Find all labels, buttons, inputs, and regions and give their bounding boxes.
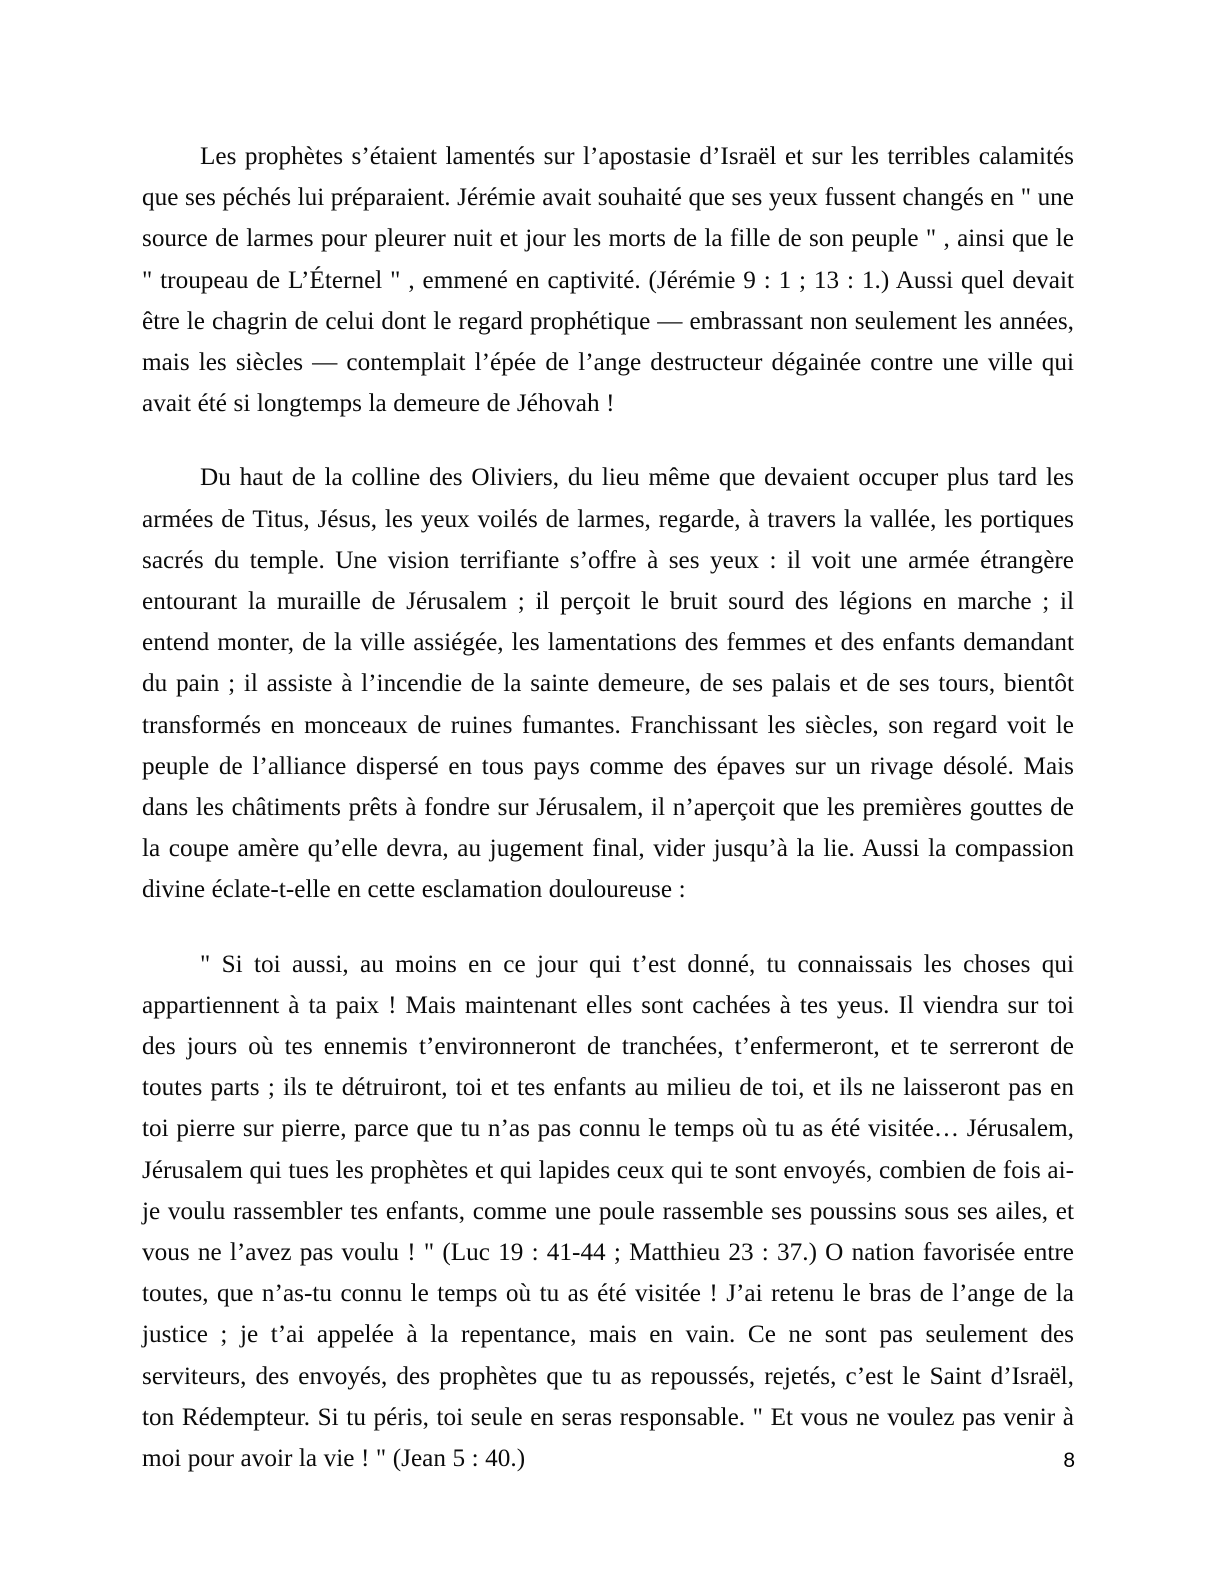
page-number: 8 <box>1063 1449 1075 1472</box>
body-paragraph-3: " Si toi aussi, au moins en ce jour qui t’est donné, tu connaissais les choses qui appartiennent à ta paix ! Mais maintenant elles sont cachées à tes yeus. Il viendra sur toi des jours où tes ennemis t’environneront de tranchées, t’enfermeront, et te serreront de toutes parts ; ils te détruiront, toi et tes enfants au milieu de toi, et ils ne laisseront pas en toi pierre sur pierre, parce que tu n’as pas connu le temps où tu as été visitée… Jérusalem, Jérusalem qui tues les prophètes et qui lapides ceux qui te sont envoyés, combien de fois ai-je voulu rassembler tes enfants, comme une poule rassemble ses poussins sous ses ailes, et vous ne l’avez pas voulu ! " (Luc 19 : 41-44 ; Matthieu 23 : 37.) O nation favorisée entre toutes, que n’as-tu connu le temps où tu as été visitée ! J’ai retenu le bras de l’ange de la justice ; je t’ai appelée à la repentance, mais en vain. Ce ne sont pas seulement des serviteurs, des envoyés, des prophètes que tu as repoussés, rejetés, c’est le Saint d’Israël, ton Rédempteur. Si tu péris, toi seule en seras responsable. " Et vous ne voulez pas venir à moi pour avoir la vie ! " (Jean 5 : 40.) <box>142 950 1074 1473</box>
body-paragraph-1: Les prophètes s’étaient lamentés sur l’apostasie d’Israël et sur les terribles calamités que ses péchés lui préparaient. Jérémie avait souhaité que ses yeux fussent changés en " une source de larmes pour pleurer nuit et jour les morts de la fille de son peuple " , ainsi que le " troupeau de L’Éternel " , emmené en captivité. (Jérémie 9 : 1 ; 13 : 1.) Aussi quel devait être le chagrin de celui dont le regard prophétique — embrassant non seulement les années, mais les siècles — contemplait l’épée de l’ange destructeur dégainée contre une ville qui avait été si longtemps la demeure de Jéhovah ! <box>142 143 1074 418</box>
page-body <box>142 136 1074 1479</box>
body-paragraph-2: Du haut de la colline des Oliviers, du lieu même que devaient occuper plus tard les armées de Titus, Jésus, les yeux voilés de larmes, regarde, à travers la vallée, les portiques sacrés du temple. Une vision terrifiante s’offre à ses yeux : il voit une armée étrangère entourant la muraille de Jérusalem ; il perçoit le bruit sourd des légions en marche ; il entend monter, de la ville assiégée, les lamentations des femmes et des enfants demandant du pain ; il assiste à l’incendie de la sainte demeure, de ses palais et de ses tours, bientôt transformés en monceaux de ruines fumantes. Franchissant les siècles, son regard voit le peuple de l’alliance dispersé en tous pays comme des épaves sur un rivage désolé. Mais dans les châtiments prêts à fondre sur Jérusalem, il n’aperçoit que les premières gouttes de la coupe amère qu’elle devra, au jugement final, vider jusqu’à la lie. Aussi la compassion divine éclate-t-elle en cette esclamation douloureuse : <box>142 464 1074 904</box>
